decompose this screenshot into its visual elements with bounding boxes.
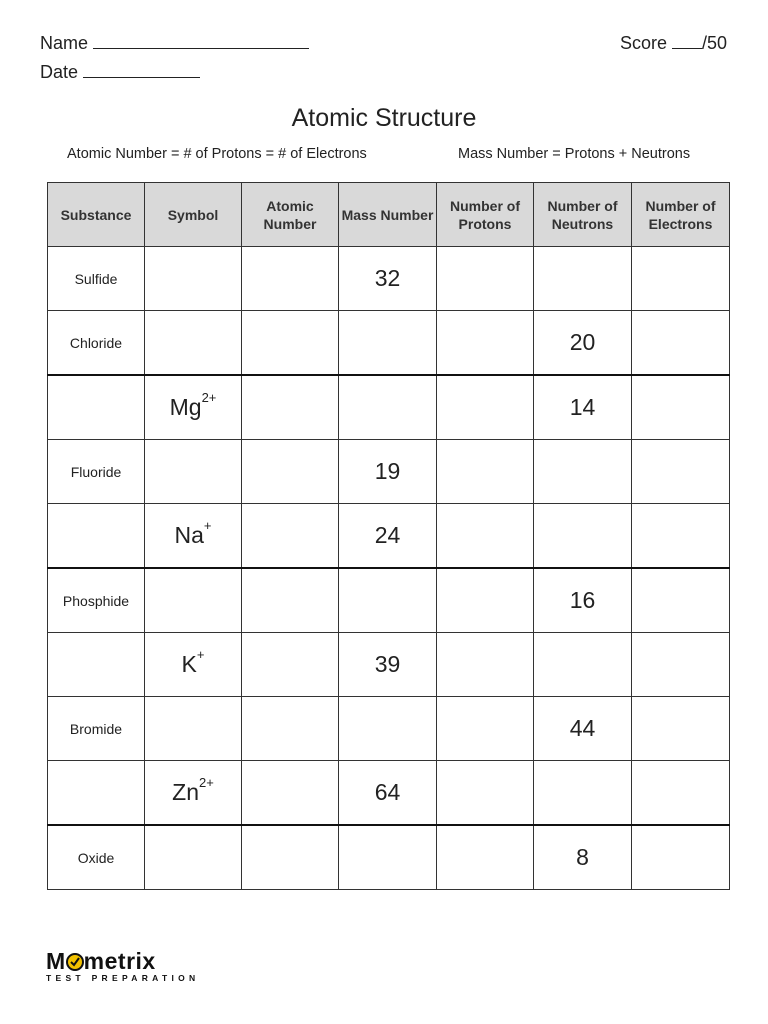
protons-cell: [437, 247, 534, 311]
table-header-row: [48, 183, 730, 247]
header-atomic-number: Atomic Number: [242, 183, 339, 247]
protons-cell: [437, 825, 534, 890]
logo-wordmark: [46, 948, 200, 974]
mass-number-cell: 39: [339, 633, 437, 697]
mass-number-cell: [339, 697, 437, 761]
score-label: Score: [620, 33, 668, 53]
header-mass-number: Mass Number: [339, 183, 437, 247]
symbol-cell: [145, 311, 242, 376]
mass-number-cell: [339, 825, 437, 890]
name-label: Name: [40, 33, 89, 53]
electrons-cell: [632, 504, 730, 569]
protons-cell: [437, 697, 534, 761]
mass-number-cell: 24: [339, 504, 437, 569]
mometrix-logo: [46, 948, 200, 983]
header-electrons: Number of Electrons: [632, 183, 730, 247]
neutrons-cell: [534, 440, 632, 504]
substance-cell: Bromide: [48, 697, 145, 761]
atomic-number-cell: [242, 247, 339, 311]
header-protons: Number of Protons: [437, 183, 534, 247]
ion-charge: +: [203, 518, 212, 533]
table-body: [48, 247, 730, 890]
table-row: [48, 440, 730, 504]
page-title: Atomic Structure: [291, 104, 477, 132]
score-field: [620, 32, 727, 54]
header-substance: Substance: [48, 183, 145, 247]
date-blank: [83, 61, 200, 78]
substance-cell: Phosphide: [48, 568, 145, 633]
protons-cell: [437, 633, 534, 697]
mass-number-cell: 64: [339, 761, 437, 826]
symbol-cell: [145, 504, 242, 569]
electrons-cell: [632, 440, 730, 504]
atomic-number-cell: [242, 761, 339, 826]
electrons-cell: [632, 311, 730, 376]
table-row: [48, 375, 730, 440]
mass-number-cell: [339, 311, 437, 376]
neutrons-cell: 20: [534, 311, 632, 376]
score-total: /50: [702, 33, 728, 53]
substance-cell: Fluoride: [48, 440, 145, 504]
symbol-cell: [145, 375, 242, 440]
date-field: [40, 61, 200, 83]
ion-charge: 2+: [201, 390, 217, 405]
header-neutrons: Number of Neutrons: [534, 183, 632, 247]
substance-cell: [48, 504, 145, 569]
neutrons-cell: [534, 247, 632, 311]
symbol-cell: [145, 697, 242, 761]
mass-number-cell: 19: [339, 440, 437, 504]
atomic-number-cell: [242, 375, 339, 440]
table-row: [48, 568, 730, 633]
atomic-number-cell: [242, 633, 339, 697]
atomic-number-cell: [242, 504, 339, 569]
protons-cell: [437, 375, 534, 440]
atomic-number-cell: [242, 825, 339, 890]
neutrons-cell: [534, 761, 632, 826]
check-icon: [66, 953, 84, 971]
table-row: [48, 247, 730, 311]
atomic-number-formula: Atomic Number = # of Protons = # of Electrons: [67, 146, 367, 162]
electrons-cell: [632, 825, 730, 890]
mass-number-cell: [339, 568, 437, 633]
logo-tagline: TEST PREPARATION: [46, 973, 200, 983]
mass-number-formula: Mass Number = Protons + Neutrons: [458, 146, 691, 162]
electrons-cell: [632, 247, 730, 311]
symbol-cell: [145, 825, 242, 890]
table-row: [48, 633, 730, 697]
symbol-cell: [145, 247, 242, 311]
mass-number-cell: [339, 375, 437, 440]
atomic-number-cell: [242, 697, 339, 761]
symbol-cell: [145, 633, 242, 697]
substance-cell: [48, 375, 145, 440]
neutrons-cell: 44: [534, 697, 632, 761]
atomic-number-cell: [242, 311, 339, 376]
element-symbol: Zn: [172, 779, 199, 805]
ion-charge: +: [196, 647, 205, 662]
substance-cell: Oxide: [48, 825, 145, 890]
table-row: [48, 761, 730, 826]
symbol-cell: [145, 440, 242, 504]
neutrons-cell: 16: [534, 568, 632, 633]
atomic-number-cell: [242, 568, 339, 633]
table-row: [48, 697, 730, 761]
protons-cell: [437, 440, 534, 504]
symbol-cell: [145, 568, 242, 633]
logo-prefix: M: [46, 948, 66, 974]
substance-cell: Chloride: [48, 311, 145, 376]
electrons-cell: [632, 568, 730, 633]
ion-charge: 2+: [199, 775, 214, 790]
atomic-structure-table: [47, 182, 730, 890]
neutrons-cell: 8: [534, 825, 632, 890]
logo-suffix: metrix: [83, 948, 156, 974]
mass-number-cell: 32: [339, 247, 437, 311]
element-symbol: Mg: [169, 394, 202, 420]
element-symbol: K: [181, 651, 197, 677]
substance-cell: [48, 633, 145, 697]
substance-cell: [48, 761, 145, 826]
electrons-cell: [632, 697, 730, 761]
table-row: [48, 311, 730, 376]
atomic-number-cell: [242, 440, 339, 504]
table-row: [48, 504, 730, 569]
protons-cell: [437, 761, 534, 826]
header-symbol: Symbol: [145, 183, 242, 247]
symbol-cell: [145, 761, 242, 826]
neutrons-cell: 14: [534, 375, 632, 440]
electrons-cell: [632, 633, 730, 697]
element-symbol: Na: [174, 522, 204, 548]
neutrons-cell: [534, 633, 632, 697]
neutrons-cell: [534, 504, 632, 569]
protons-cell: [437, 568, 534, 633]
table-row: [48, 825, 730, 890]
date-label: Date: [40, 62, 79, 82]
electrons-cell: [632, 761, 730, 826]
electrons-cell: [632, 375, 730, 440]
name-field: [40, 32, 309, 54]
protons-cell: [437, 504, 534, 569]
score-blank: [672, 32, 702, 49]
protons-cell: [437, 311, 534, 376]
name-blank: [93, 32, 309, 49]
substance-cell: Sulfide: [48, 247, 145, 311]
